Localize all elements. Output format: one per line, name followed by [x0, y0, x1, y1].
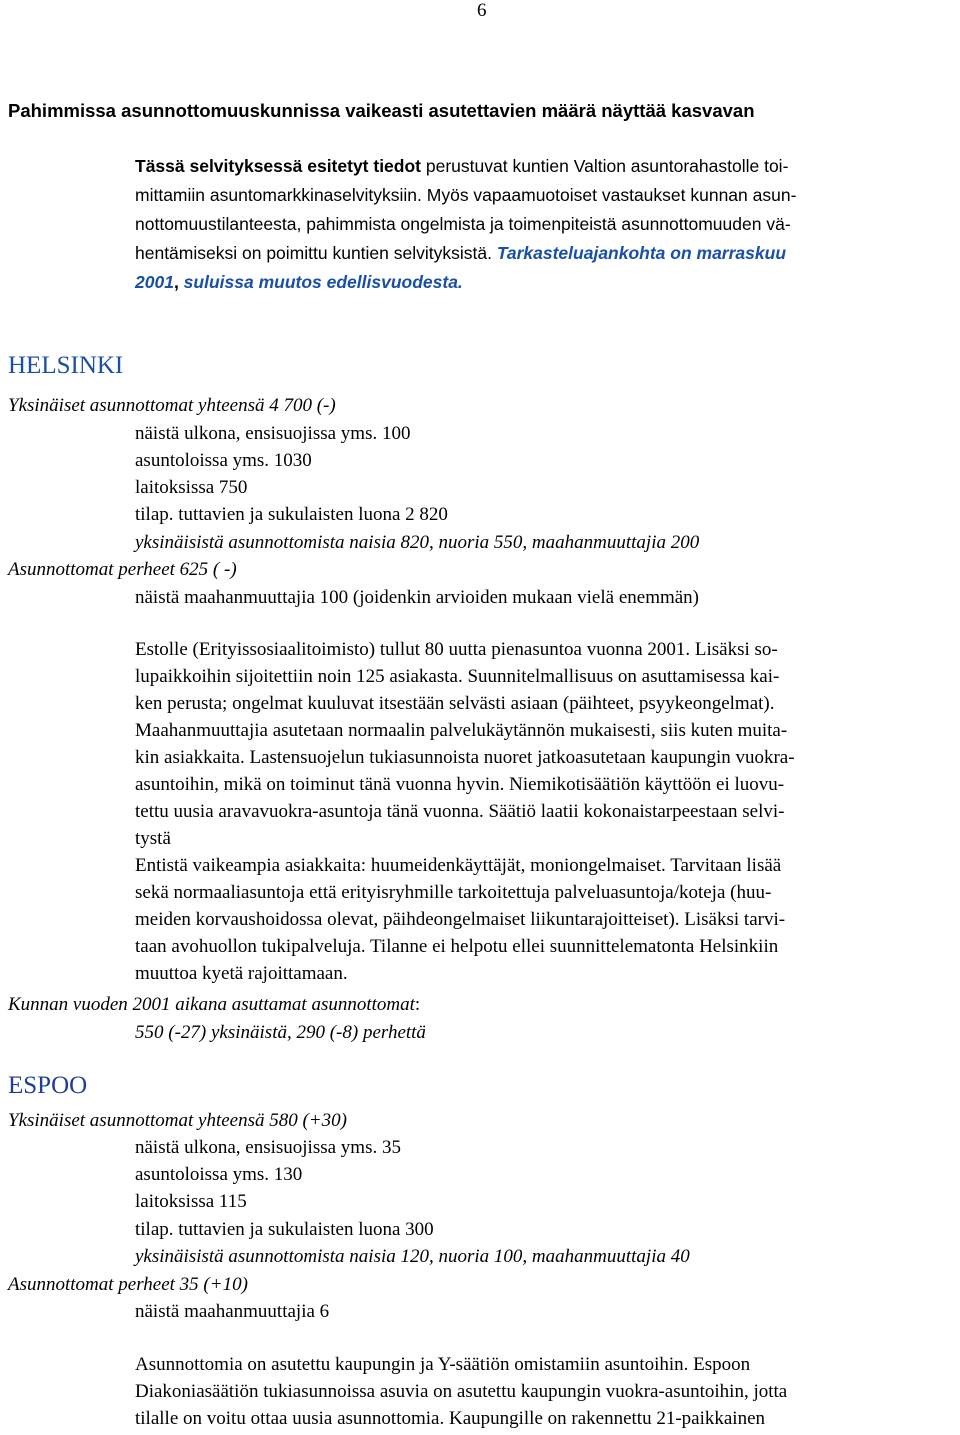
espoo-title: ESPOO	[8, 1072, 88, 1099]
espoo-description	[135, 1351, 787, 1432]
espoo-breakdown: yksinäisistä asunnottomista naisia 120, nuoria 100, maahanmuuttajia 40	[135, 1246, 690, 1267]
espoo-outdoors: näistä ulkona, ensisuojissa yms. 35	[135, 1137, 401, 1158]
helsinki-text-line: kin asiakkaita. Lastensuojelun tukiasunnoista nuoret jatkoasutetaan kaupungin vuokra-	[135, 747, 795, 768]
espoo-text-line: tilalle on voitu ottaa uusia asunnottomia. Kaupungille on rakennettu 21-paikkainen	[135, 1408, 766, 1429]
helsinki-text-line: Entistä vaikeampia asiakkaita: huumeidenkäyttäjät, moniongelmaiset. Tarvitaan lisää	[135, 855, 782, 876]
helsinki-families-immigrants: näistä maahanmuuttajia 100 (joidenkin arvioiden mukaan vielä enemmän)	[135, 587, 700, 608]
helsinki-breakdown: yksinäisistä asunnottomista naisia 820, nuoria 550, maahanmuuttajia 200	[135, 532, 700, 553]
espoo-families: Asunnottomat perheet 35 (+10)	[8, 1274, 248, 1295]
helsinki-text-line: ken perusta; ongelmat kuuluvat itsestään selvästi asiaan (päihteet, psyykeongelmat).	[135, 693, 775, 714]
intro-paragraph	[135, 152, 957, 297]
helsinki-description	[135, 636, 795, 987]
espoo-text-line: Diakoniasäätiön tukiasunnoissa asuvia on asutettu kaupungin vuokra-asuntoihin, jotta	[135, 1381, 788, 1402]
helsinki-relatives: tilap. tuttavien ja sukulaisten luona 2 820	[135, 504, 448, 525]
main-heading: Pahimmissa asunnottomuuskunnissa vaikeasti asutettavien määrä näyttää kasvavan	[8, 100, 755, 121]
intro-reference-year: 2001	[135, 272, 174, 292]
helsinki-housed-label	[8, 991, 420, 1018]
intro-line-5	[135, 268, 957, 297]
helsinki-title: HELSINKI	[8, 352, 124, 379]
espoo-dorms: asuntoloissa yms. 130	[135, 1164, 303, 1185]
espoo-institutions: laitoksissa 115	[135, 1191, 247, 1212]
helsinki-families: Asunnottomat perheet 625 ( -)	[8, 559, 237, 580]
page-number: 6	[477, 0, 487, 21]
helsinki-text-line: Estolle (Erityissosiaalitoimisto) tullut 80 uutta pienasuntoa vuonna 2001. Lisäksi so-	[135, 639, 778, 660]
helsinki-outdoors: näistä ulkona, ensisuojissa yms. 100	[135, 423, 411, 444]
helsinki-text-line: muuttoa kyetä rajoittamaan.	[135, 963, 348, 984]
intro-bold-phrase: Tässä selvityksessä esitetyt tiedot	[135, 156, 421, 176]
intro-comma: ,	[173, 272, 179, 292]
helsinki-housed-values: 550 (-27) yksinäistä, 290 (-8) perhettä	[135, 1022, 426, 1043]
intro-line-4-plain: hentämiseksi on poimittu kuntien selvityksistä.	[135, 243, 497, 263]
intro-line-3: nottomuustilanteesta, pahimmista ongelmista ja toimenpiteistä asunnottomuuden vä-	[135, 214, 791, 234]
helsinki-dorms: asuntoloissa yms. 1030	[135, 450, 312, 471]
helsinki-text-line: tystä	[135, 828, 171, 849]
helsinki-text-line: taan avohuollon tukipalveluja. Tilanne ei helpotu ellei suunnittelematonta Helsinkiin	[135, 936, 779, 957]
intro-note: suluissa muutos edellisvuodesta.	[178, 272, 463, 292]
intro-line-2: mittamiin asuntomarkkinaselvityksiin. Myös vapaamuotoiset vastaukset kunnan asun-	[135, 185, 797, 205]
helsinki-text-line: Maahanmuuttajia asutetaan normaalin palvelukäytännön mukaisesti, siis kuten muita-	[135, 720, 788, 741]
helsinki-institutions: laitoksissa 750	[135, 477, 248, 498]
helsinki-singles-total: Yksinäiset asunnottomat yhteensä 4 700 (-)	[8, 395, 336, 416]
helsinki-text-line: lupaikkoihin sijoitettiin noin 125 asiakasta. Suunnitelmallisuus on asuttamisessa kai-	[135, 666, 780, 687]
intro-line-1	[135, 152, 957, 181]
espoo-text-line: Asunnottomia on asutettu kaupungin ja Y-säätiön omistamiin asuntoihin. Espoon	[135, 1354, 751, 1375]
intro-line-1-rest: perustuvat kuntien Valtion asuntorahastolle toi-	[421, 156, 789, 176]
espoo-relatives: tilap. tuttavien ja sukulaisten luona 300	[135, 1219, 434, 1240]
intro-reference-period: Tarkasteluajankohta on marraskuu	[496, 243, 787, 263]
helsinki-text-line: tettu uusia aravavuokra-asuntoja tänä vuonna. Säätiö laatii kokonaistarpeestaan selvi-	[135, 801, 785, 822]
espoo-singles-total: Yksinäiset asunnottomat yhteensä 580 (+30)	[8, 1110, 347, 1131]
helsinki-housed-label-text: Kunnan vuoden 2001 aikana asuttamat asunnottomat	[8, 994, 415, 1015]
helsinki-housed-colon: :	[414, 994, 421, 1015]
helsinki-text-line: sekä normaaliasuntoja että erityisryhmille tarkoitettuja palveluasuntoja/koteja (huu-	[135, 882, 772, 903]
intro-line-4	[135, 239, 957, 268]
helsinki-text-line: asuntoihin, mikä on toiminut tänä vuonna hyvin. Niemikotisäätiön käyttöön ei luovu-	[135, 774, 785, 795]
espoo-families-immigrants: näistä maahanmuuttajia 6	[135, 1301, 330, 1322]
helsinki-text-line: meiden korvaushoidossa olevat, päihdeongelmaiset liikuntarajoitteiset). Lisäksi tarvi-	[135, 909, 786, 930]
